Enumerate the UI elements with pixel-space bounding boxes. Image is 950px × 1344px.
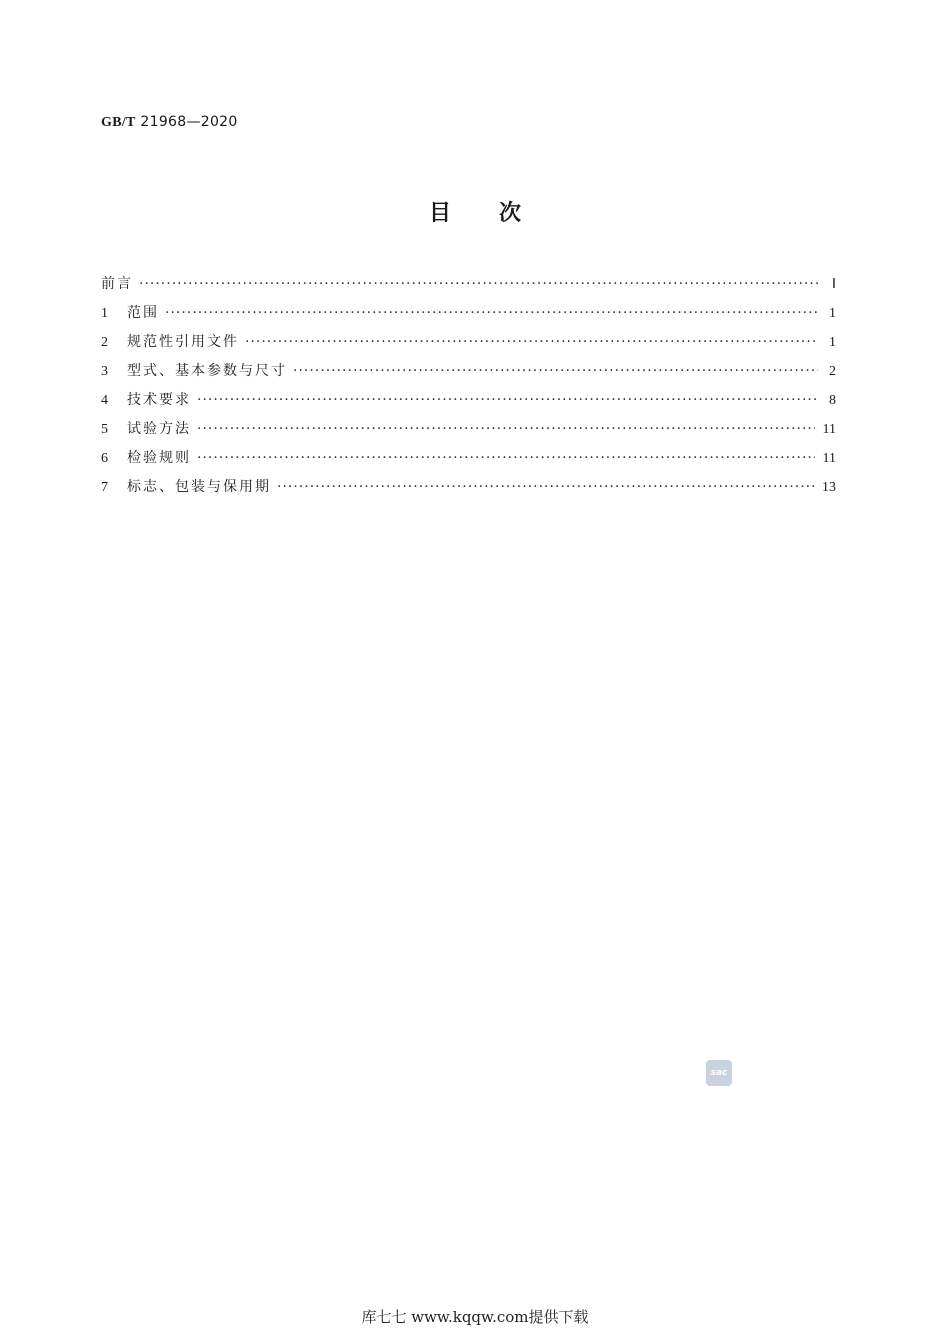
toc-entry-page: 8 — [829, 393, 836, 408]
standard-code — [101, 114, 238, 131]
toc-entry-label: 型式、基本参数与尺寸 — [127, 363, 287, 379]
download-footer: 库七七 www.kqqw.com提供下载 — [361, 1308, 589, 1326]
toc-entry-label: 标志、包装与保用期 — [127, 479, 271, 495]
dot-leader — [293, 357, 818, 386]
dot-leader — [197, 444, 815, 473]
toc-entry-index: 7 — [101, 480, 108, 495]
toc-entry-2[interactable] — [101, 328, 836, 357]
toc-entry-index: 1 — [101, 306, 108, 321]
toc-entry-label: 前言 — [101, 276, 133, 292]
toc-entry-index: 2 — [101, 335, 108, 350]
toc-entry-page: 11 — [822, 422, 836, 437]
toc-entry-5[interactable] — [101, 415, 836, 444]
toc-entry-label: 检验规则 — [127, 450, 191, 466]
toc-entry-page: 11 — [822, 451, 836, 466]
toc-entry-1[interactable] — [101, 299, 836, 328]
toc-entry-index: 4 — [101, 393, 108, 408]
standard-number: 21968—2020 — [140, 114, 238, 130]
toc-entry-label: 技术要求 — [127, 392, 191, 408]
dot-leader — [165, 299, 818, 328]
sac-watermark-logo: sac — [706, 1060, 732, 1086]
toc-entry-label: 范围 — [127, 305, 159, 321]
toc-entry-foreword[interactable] — [101, 270, 836, 299]
dot-leader — [139, 270, 818, 299]
toc-entry-label: 试验方法 — [127, 421, 191, 437]
toc-entry-label: 规范性引用文件 — [127, 334, 239, 350]
toc-entry-page: Ⅰ — [831, 277, 836, 292]
standard-prefix: GB/T — [101, 115, 136, 130]
toc-entry-page: 1 — [829, 335, 836, 350]
dot-leader — [245, 328, 818, 357]
toc-entry-index: 6 — [101, 451, 108, 466]
toc-title-right: 次 — [499, 201, 522, 226]
toc-entry-3[interactable] — [101, 357, 836, 386]
toc-entry-6[interactable] — [101, 444, 836, 473]
toc-entry-4[interactable] — [101, 386, 836, 415]
toc-entry-index: 3 — [101, 364, 108, 379]
toc-entry-7[interactable] — [101, 473, 836, 502]
dot-leader — [197, 415, 815, 444]
toc-entry-page: 2 — [829, 364, 836, 379]
toc-entry-index: 5 — [101, 422, 108, 437]
toc-title-left: 目 — [428, 201, 451, 226]
table-of-contents — [101, 270, 836, 502]
dot-leader — [197, 386, 818, 415]
dot-leader — [277, 473, 814, 502]
toc-entry-page: 1 — [829, 306, 836, 321]
toc-title — [0, 196, 950, 227]
toc-entry-page: 13 — [822, 480, 836, 495]
